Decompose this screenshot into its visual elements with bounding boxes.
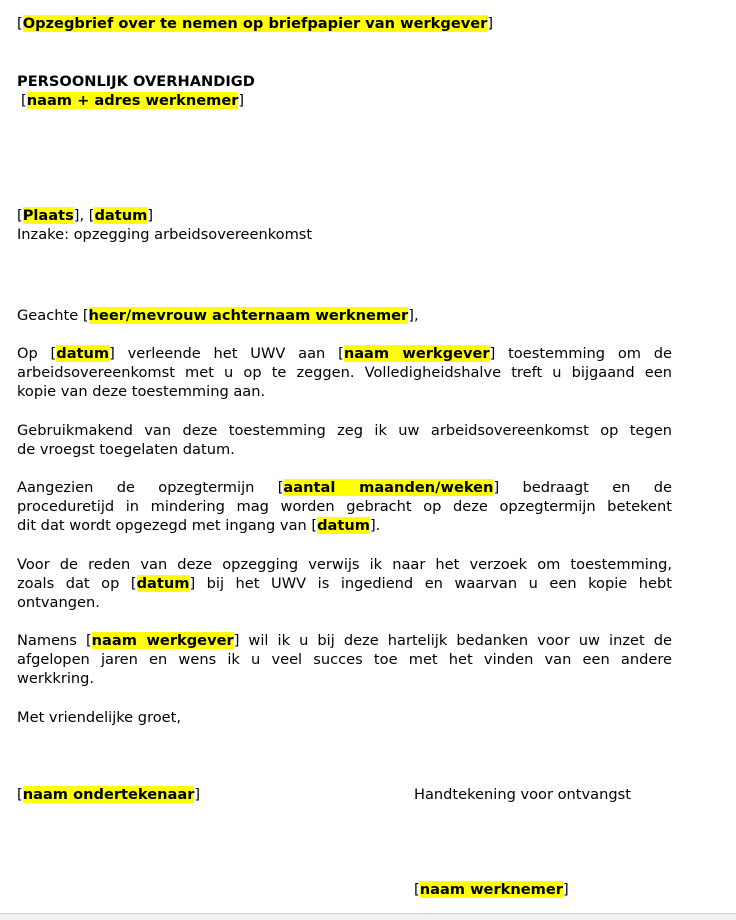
letterhead-instruction — [17, 14, 493, 33]
text-run: ] bij het UWV is ingediend en waarvan u een kopie hebt — [189, 575, 673, 592]
paragraph-line: Gebruikmakend van deze toestemming zeg ik uw arbeidsovereenkomst op tegen — [17, 422, 672, 439]
paragraph-reason — [17, 555, 672, 612]
paragraph-line: de vroegst toegelaten datum. — [17, 441, 235, 458]
employer-placeholder: naam werkgever — [91, 632, 234, 649]
addressee-placeholder: heer/mevrouw achternaam werknemer — [88, 307, 409, 324]
paragraph-line: kopie van deze toestemming aan. — [17, 383, 266, 400]
text-run: dit dat wordt opgezegd met ingang van [ — [17, 517, 318, 534]
signatory-placeholder: naam ondertekenaar — [22, 786, 195, 803]
paragraph-line: arbeidsovereenkomst met u op te zeggen. Volledigheidshalve treft u bijgaand een — [17, 364, 672, 381]
salutation-suffix: ], — [408, 307, 419, 324]
text-run: ] toestemming om de — [489, 345, 673, 362]
page-bottom-edge — [0, 913, 736, 920]
text-run: ]. — [369, 517, 381, 534]
salutation-prefix: Geachte [ — [17, 307, 89, 324]
paragraph-notice-period — [17, 478, 672, 535]
receipt-signature-label: Handtekening voor ontvangst — [414, 786, 631, 803]
delivery-label: PERSOONLIJK OVERHANDIGD — [17, 73, 255, 90]
paragraph-line: proceduretijd in mindering mag worden gebracht op deze opzegtermijn betekent — [17, 498, 672, 515]
bracket-close: ] — [562, 881, 569, 898]
bracket-close: ] — [147, 207, 154, 224]
bracket-open: [ — [17, 15, 23, 32]
paragraph-line: afgelopen jaren en wens ik u veel succes toe met het vinden van een andere — [17, 651, 672, 668]
letterhead-placeholder: Opzegbrief over te nemen op briefpapier van werkgever — [22, 15, 488, 32]
text-run: Aangezien de opzegtermijn [ — [17, 479, 284, 496]
bracket-close: ] — [487, 15, 494, 32]
employee-name — [414, 880, 569, 899]
place-date-line — [17, 206, 153, 225]
separator-text: ], [ — [73, 207, 95, 224]
text-run: ] verleende het UWV aan [ — [109, 345, 344, 362]
bracket-open: [ — [17, 786, 23, 803]
recipient-placeholder: naam + adres werknemer — [26, 92, 239, 109]
paragraph-line — [17, 344, 672, 363]
paragraph-line: werkkring. — [17, 670, 95, 687]
notice-term-placeholder: aantal maanden/weken — [283, 479, 494, 496]
employee-placeholder: naam werknemer — [419, 881, 563, 898]
closing-greeting: Met vriendelijke groet, — [17, 709, 182, 726]
paragraph-line — [17, 516, 672, 535]
text-run: zoals dat op [ — [17, 575, 137, 592]
paragraph-consent — [17, 344, 672, 401]
signatory-name — [17, 785, 200, 804]
paragraph-line: Voor de reden van deze opzegging verwijs ik naar het verzoek om toestemming, — [17, 556, 672, 573]
text-run: ] bedraagt en de — [493, 479, 672, 496]
bracket-close: ] — [194, 786, 201, 803]
place-placeholder: Plaats — [22, 207, 74, 224]
employer-placeholder: naam werkgever — [343, 345, 490, 362]
paragraph-line — [17, 478, 672, 497]
date-placeholder: datum — [136, 575, 190, 592]
text-run: Op [ — [17, 345, 57, 362]
date-placeholder: datum — [317, 517, 370, 534]
recipient-address — [21, 91, 244, 110]
paragraph-termination — [17, 421, 672, 459]
paragraph-line — [17, 631, 672, 650]
text-run: Namens [ — [17, 632, 92, 649]
bracket-open: [ — [21, 92, 27, 109]
date-placeholder: datum — [56, 345, 110, 362]
subject-line: Inzake: opzegging arbeidsovereenkomst — [17, 226, 313, 243]
paragraph-line: ontvangen. — [17, 594, 100, 611]
bracket-open: [ — [17, 207, 23, 224]
salutation — [17, 306, 419, 325]
bracket-close: ] — [238, 92, 245, 109]
date-placeholder: datum — [94, 207, 148, 224]
bracket-open: [ — [414, 881, 420, 898]
text-run: ] wil ik u bij deze hartelijk bedanken voor uw inzet de — [233, 632, 672, 649]
paragraph-thanks — [17, 631, 672, 688]
paragraph-line — [17, 574, 672, 593]
